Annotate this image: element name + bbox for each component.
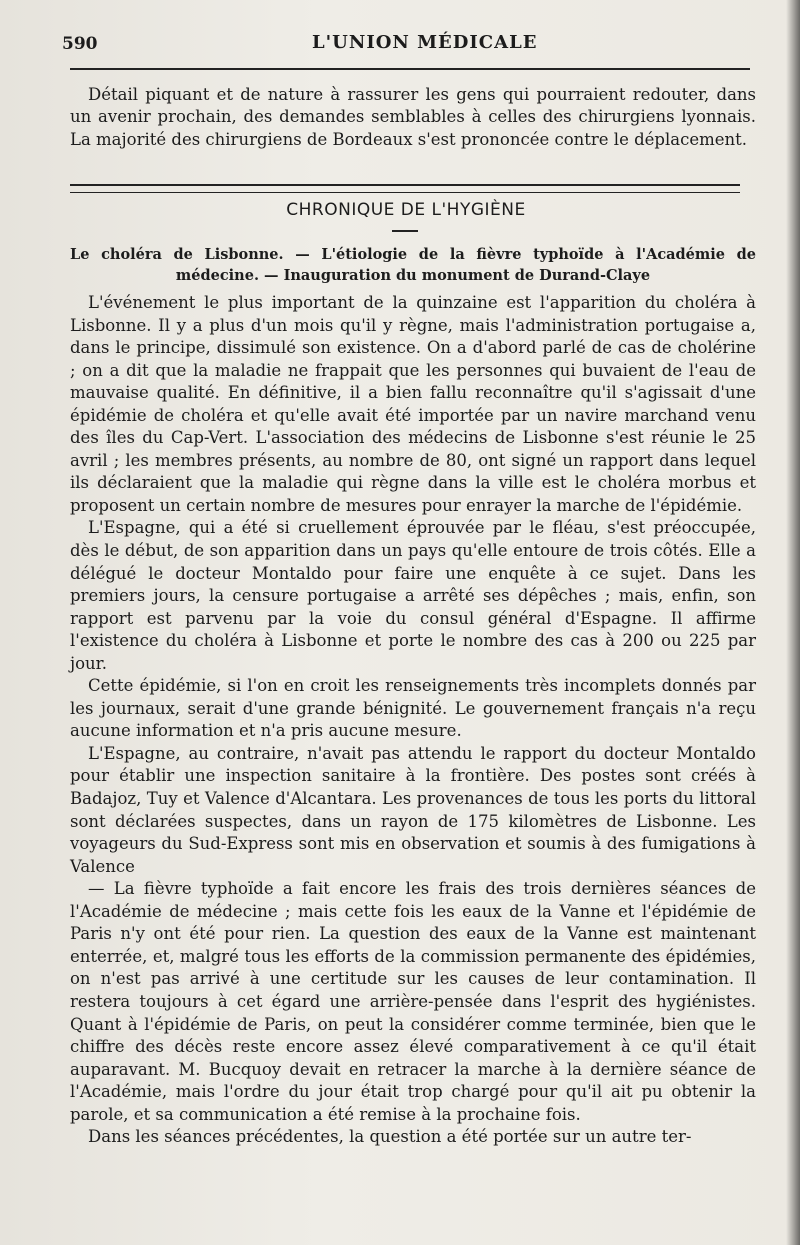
paragraph: L'Espagne, qui a été si cruellement éprouvée par le fléau, s'est préoccupée, dès le début, de son apparition dans un pays qu'elle entoure de trois côtés. Elle a délégué le docteur Montaldo pour faire une enquête à ce sujet. Dans les premiers jours, la censure portugaise a arrêté ses dépêches ; mais, enfin, son rapport est parvenu par la voie du consul général d'Espagne. Il affirme l'existence du choléra à Lisbonne et porte le nombre des cas à 200 ou 225 par jour. — [70, 518, 756, 673]
article-body — [70, 292, 756, 1149]
running-header — [62, 30, 752, 58]
page-number: 590 — [62, 34, 98, 54]
journal-title: L'UNION MÉDICALE — [312, 32, 538, 53]
paragraph: — La fièvre typhoïde a fait encore les frais des trois dernières séances de l'Académie de médecine ; mais cette fois les eaux de la Vanne et l'épidémie de Paris n'y ont été pour rien. La question des eaux de la Vanne est maintenant enterrée, et, malgré tous les efforts de la commission permanente des épidémies, on n'est pas arrivé à une certitude sur les causes de leur contamination. Il restera toujours à cet égard une arrière-pensée dans l'esprit des hygiénistes. Quant à l'épidémie de Paris, on peut la considérer comme terminée, bien que le chiffre des décès reste encore assez élevé comparativement à ce qu'il était auparavant. M. Bucquoy devait en retracer la marche à la dernière séance de l'Académie, mais l'ordre du jour était trop chargé pour qu'il ait pu obtenir la parole, et sa communication a été remise à la prochaine fois. — [70, 879, 756, 1124]
title-underline — [392, 230, 418, 232]
summary-line-2: médecine. — Inauguration du monument de Durand-Claye — [175, 267, 651, 284]
section-title: CHRONIQUE DE L'HYGIÈNE — [286, 200, 526, 220]
paragraph: Dans les séances précédentes, la question a été portée sur un autre ter- — [88, 1127, 692, 1147]
paragraph: L'Espagne, au contraire, n'avait pas attendu le rapport du docteur Montaldo pour établir une inspection sanitaire à la frontière. Des postes sont créés à Badajoz, Tuy et Valence d'Alcantara. Les provenances de tous les ports du littoral sont déclarées suspectes, dans un rayon de 175 kilomètres de Lisbonne. Les voyageurs du Sud-Express sont mis en observation et soumis à des fumigations à Valence — [70, 743, 756, 876]
header-rule — [70, 68, 750, 70]
section-summary — [70, 244, 756, 286]
page-edge-shadow — [786, 0, 800, 1245]
section-divider — [70, 184, 740, 193]
intro-paragraph: Détail piquant et de nature à rassurer les gens qui pourraient redouter, dans un avenir prochain, des demandes semblables à celles des chirurgiens lyonnais. La majorité des chirurgiens de Bordeaux s'est prononcée contre le déplacement. — [70, 85, 756, 149]
paragraph: L'événement le plus important de la quinzaine est l'apparition du choléra à Lisbonne. Il y a plus d'un mois qu'il y règne, mais l'administration portugaise a, dans le principe, dissimulé son existence. On a d'abord parlé de cas de cholérine ; on a dit que la maladie ne frappait que les personnes qui buvaient de l'eau de mauvaise qualité. En définitive, il a bien fallu reconnaître qu'il s'agissait d'une épidémie de choléra et qu'elle avait été importée par un navire marchand venu des îles du Cap-Vert. L'association des médecins de Lisbonne s'est réunie le 25 avril ; les membres présents, au nombre de 80, ont signé un rapport dans lequel ils déclaraient que la maladie qui règne dans la ville est le choléra morbus et proposent un certain nombre de mesures pour enrayer la marche de l'épidémie. — [70, 293, 756, 515]
summary-line-1: Le choléra de Lisbonne. — L'étiologie de la fièvre typhoïde à l'Académie de — [70, 246, 756, 263]
intro-text — [70, 84, 756, 151]
paragraph: Cette épidémie, si l'on en croit les renseignements très incomplets donnés par les journaux, serait d'une grande bénignité. Le gouvernement français n'a reçu aucune information et n'a pris aucune mesure. — [70, 676, 756, 741]
